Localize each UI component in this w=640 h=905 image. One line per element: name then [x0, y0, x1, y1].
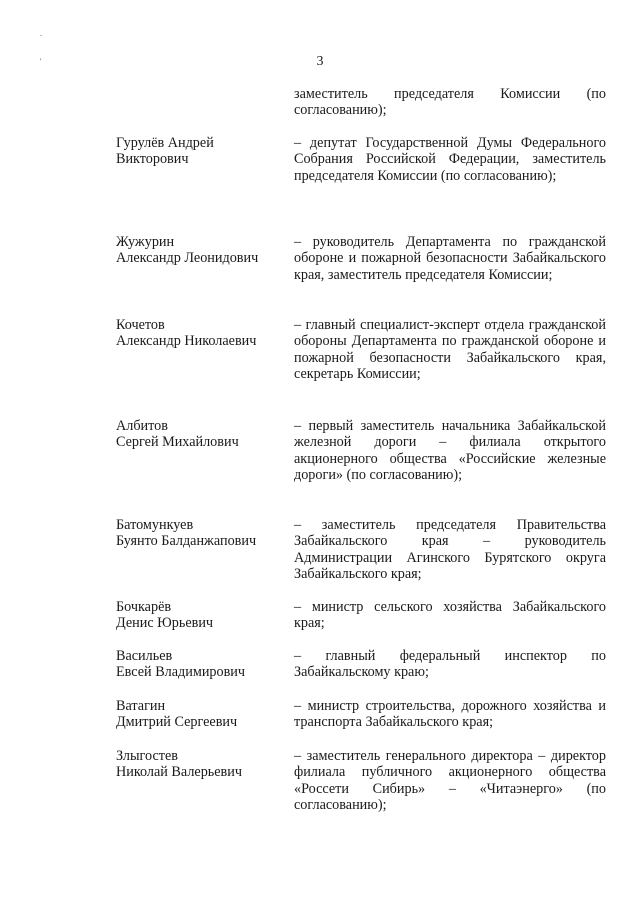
member-role: заместитель председателя Комиссии (по согласованию);	[294, 86, 606, 119]
member-given-names: Денис Юрьевич	[116, 615, 214, 632]
scan-mark-top: .	[40, 29, 42, 38]
member-given-names: Александр Леонидович	[116, 250, 259, 267]
member-role: – руководитель Департамента по гражданской обороне и пожарной безопасности Забайкальского края, заместитель председателя Комиссии;	[294, 234, 606, 283]
member-name	[116, 317, 286, 350]
member-name	[116, 418, 286, 451]
member-name	[116, 648, 286, 681]
member-surname: Кочетов	[116, 317, 165, 333]
member-role: – первый заместитель начальника Забайкальской железной дороги – филиала открытого акционерного общества «Российские железные дороги» (по согласованию);	[294, 418, 606, 484]
member-given-names: Буянто Балданжапович	[116, 533, 257, 550]
member-role: – заместитель председателя Правительства Забайкальского края – руководитель Администрации Агинского Бурятского округа Забайкальского края;	[294, 517, 606, 583]
member-surname: Бочкарёв	[116, 599, 172, 615]
member-role: – депутат Государственной Думы Федерального Собрания Российской Федерации, заместитель председателя Комиссии (по согласованию);	[294, 135, 606, 184]
member-surname: Злыгостев	[116, 748, 178, 764]
member-given-names: Сергей Михайлович	[116, 434, 239, 451]
member-role: – заместитель генерального директора – директор филиала публичного акционерного общества «Россети Сибирь» – «Читаэнерго» (по согласованию);	[294, 748, 606, 814]
page-number: 3	[316, 54, 324, 69]
member-given-names: Николай Валерьевич	[116, 764, 242, 781]
member-given-names: Евсей Владимирович	[116, 664, 246, 681]
member-name	[116, 698, 286, 731]
member-surname: Ватагин	[116, 698, 166, 714]
member-role: – министр сельского хозяйства Забайкальского края;	[294, 599, 606, 632]
member-given-names: Александр Николаевич	[116, 333, 257, 350]
member-name	[116, 135, 286, 168]
member-role: – главный федеральный инспектор по Забайкальскому краю;	[294, 648, 606, 681]
member-role: – главный специалист-эксперт отдела гражданской обороны Департамента по гражданской обороне и пожарной безопасности Забайкальского края, секретарь Комиссии;	[294, 317, 606, 383]
member-surname: Албитов	[116, 418, 168, 434]
member-surname: Жужурин	[116, 234, 175, 250]
scan-mark-bottom: '	[40, 57, 42, 66]
member-name	[116, 599, 286, 632]
member-given-names: Викторович	[116, 151, 189, 168]
member-surname: Батомункуев	[116, 517, 194, 533]
member-name	[116, 234, 286, 267]
member-role: – министр строительства, дорожного хозяйства и транспорта Забайкальского края;	[294, 698, 606, 731]
member-given-names: Дмитрий Сергеевич	[116, 714, 238, 731]
member-name	[116, 517, 286, 550]
member-surname: Васильев	[116, 648, 173, 664]
member-surname: Гурулёв Андрей	[116, 135, 214, 151]
member-name	[116, 748, 286, 781]
